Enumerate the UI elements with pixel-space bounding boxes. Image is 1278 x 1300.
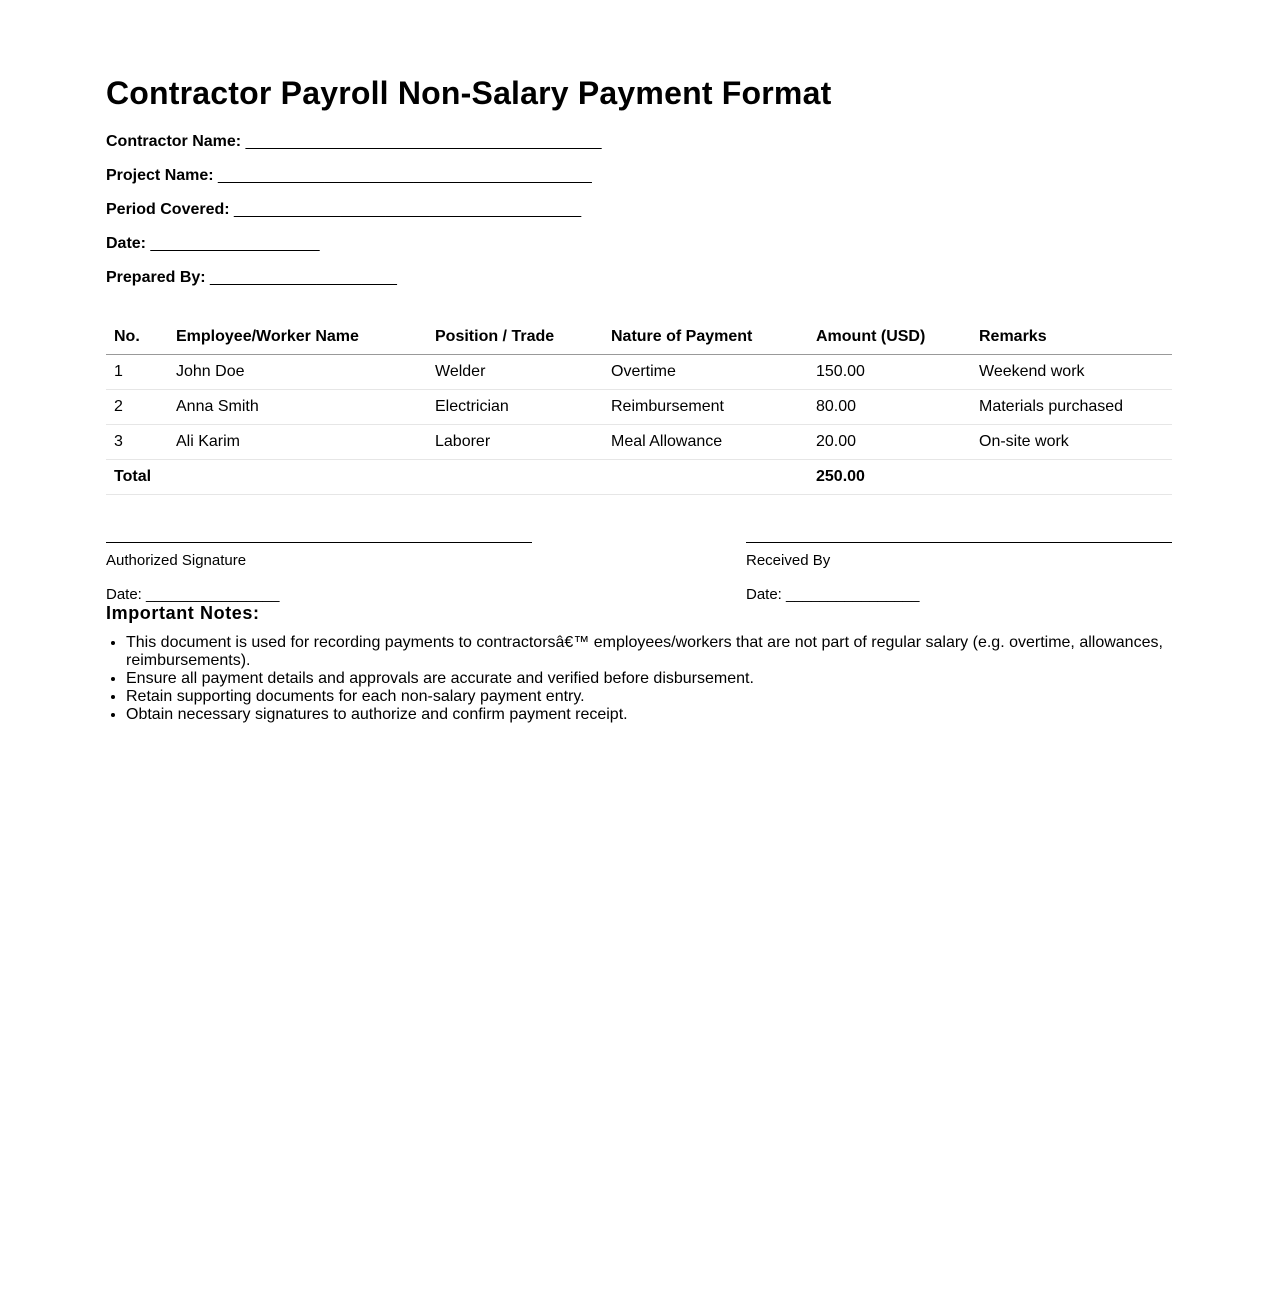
list-item: • Obtain necessary signatures to authorize and confirm payment receipt. [126,706,1172,724]
date-label: Date: [106,235,147,252]
cell-position: Welder [427,355,603,390]
column-header-position: Position / Trade [427,319,603,355]
date-field [106,234,320,254]
prepared-by-label: Prepared By: [106,269,206,286]
cell-no: 3 [106,425,168,460]
cell-employee-name: John Doe [168,355,427,390]
received-by-label: Received By [746,552,831,569]
cell-no: 2 [106,390,168,425]
cell-nature-of-payment: Reimbursement [603,390,808,425]
cell-remarks: Materials purchased [971,390,1172,425]
project-name-blank: __________________________________________ [218,167,592,184]
total-row [106,460,1172,495]
cell-nature-of-payment: Overtime [603,355,808,390]
period-covered-field [106,200,581,220]
column-header-employee-name: Employee/Worker Name [168,319,427,355]
cell-remarks: On-site work [971,425,1172,460]
cell-position: Electrician [427,390,603,425]
contractor-name-label: Contractor Name: [106,133,242,150]
prepared-by-field [106,268,397,288]
period-covered-blank: _______________________________________ [234,201,582,218]
list-item: • This document is used for recording payments to contractorsâ€™ employees/workers that are not part of regular salary (e.g. overtime, allowances, reimbursements). [126,634,1172,670]
column-header-no: No. [106,319,168,355]
contractor-name-blank: ________________________________________ [245,133,602,150]
prepared-by-blank: _____________________ [210,269,397,286]
column-header-remarks: Remarks [971,319,1172,355]
list-item: • Ensure all payment details and approvals are accurate and verified before disbursement. [126,670,1172,688]
table-row [106,355,1172,390]
authorized-signature-label: Authorized Signature [106,552,247,569]
cell-no: 1 [106,355,168,390]
cell-amount: 20.00 [808,425,971,460]
cell-employee-name: Anna Smith [168,390,427,425]
total-remarks-empty [971,460,1172,495]
cell-position: Laborer [427,425,603,460]
received-by-date: Date: ________________ [746,586,920,603]
notes-list [106,634,1172,724]
table-row [106,390,1172,425]
table-row [106,425,1172,460]
cell-amount: 150.00 [808,355,971,390]
payment-table [106,319,1172,495]
total-amount: 250.00 [808,460,971,495]
notes-heading: Important Notes: [106,603,260,623]
cell-remarks: Weekend work [971,355,1172,390]
received-by-signature-line [746,542,1172,543]
cell-nature-of-payment: Meal Allowance [603,425,808,460]
project-name-field [106,166,592,186]
authorized-signature-date: Date: ________________ [106,586,280,603]
cell-amount: 80.00 [808,390,971,425]
column-header-nature-of-payment: Nature of Payment [603,319,808,355]
authorized-signature-line [106,542,532,543]
table-header-row [106,319,1172,355]
list-item: • Retain supporting documents for each non-salary payment entry. [126,688,1172,706]
cell-employee-name: Ali Karim [168,425,427,460]
page-title: Contractor Payroll Non-Salary Payment Format [106,75,832,111]
column-header-amount: Amount (USD) [808,319,971,355]
total-label: Total [106,460,808,495]
project-name-label: Project Name: [106,167,214,184]
contractor-name-field [106,132,602,152]
period-covered-label: Period Covered: [106,201,230,218]
date-blank: ___________________ [150,235,320,252]
